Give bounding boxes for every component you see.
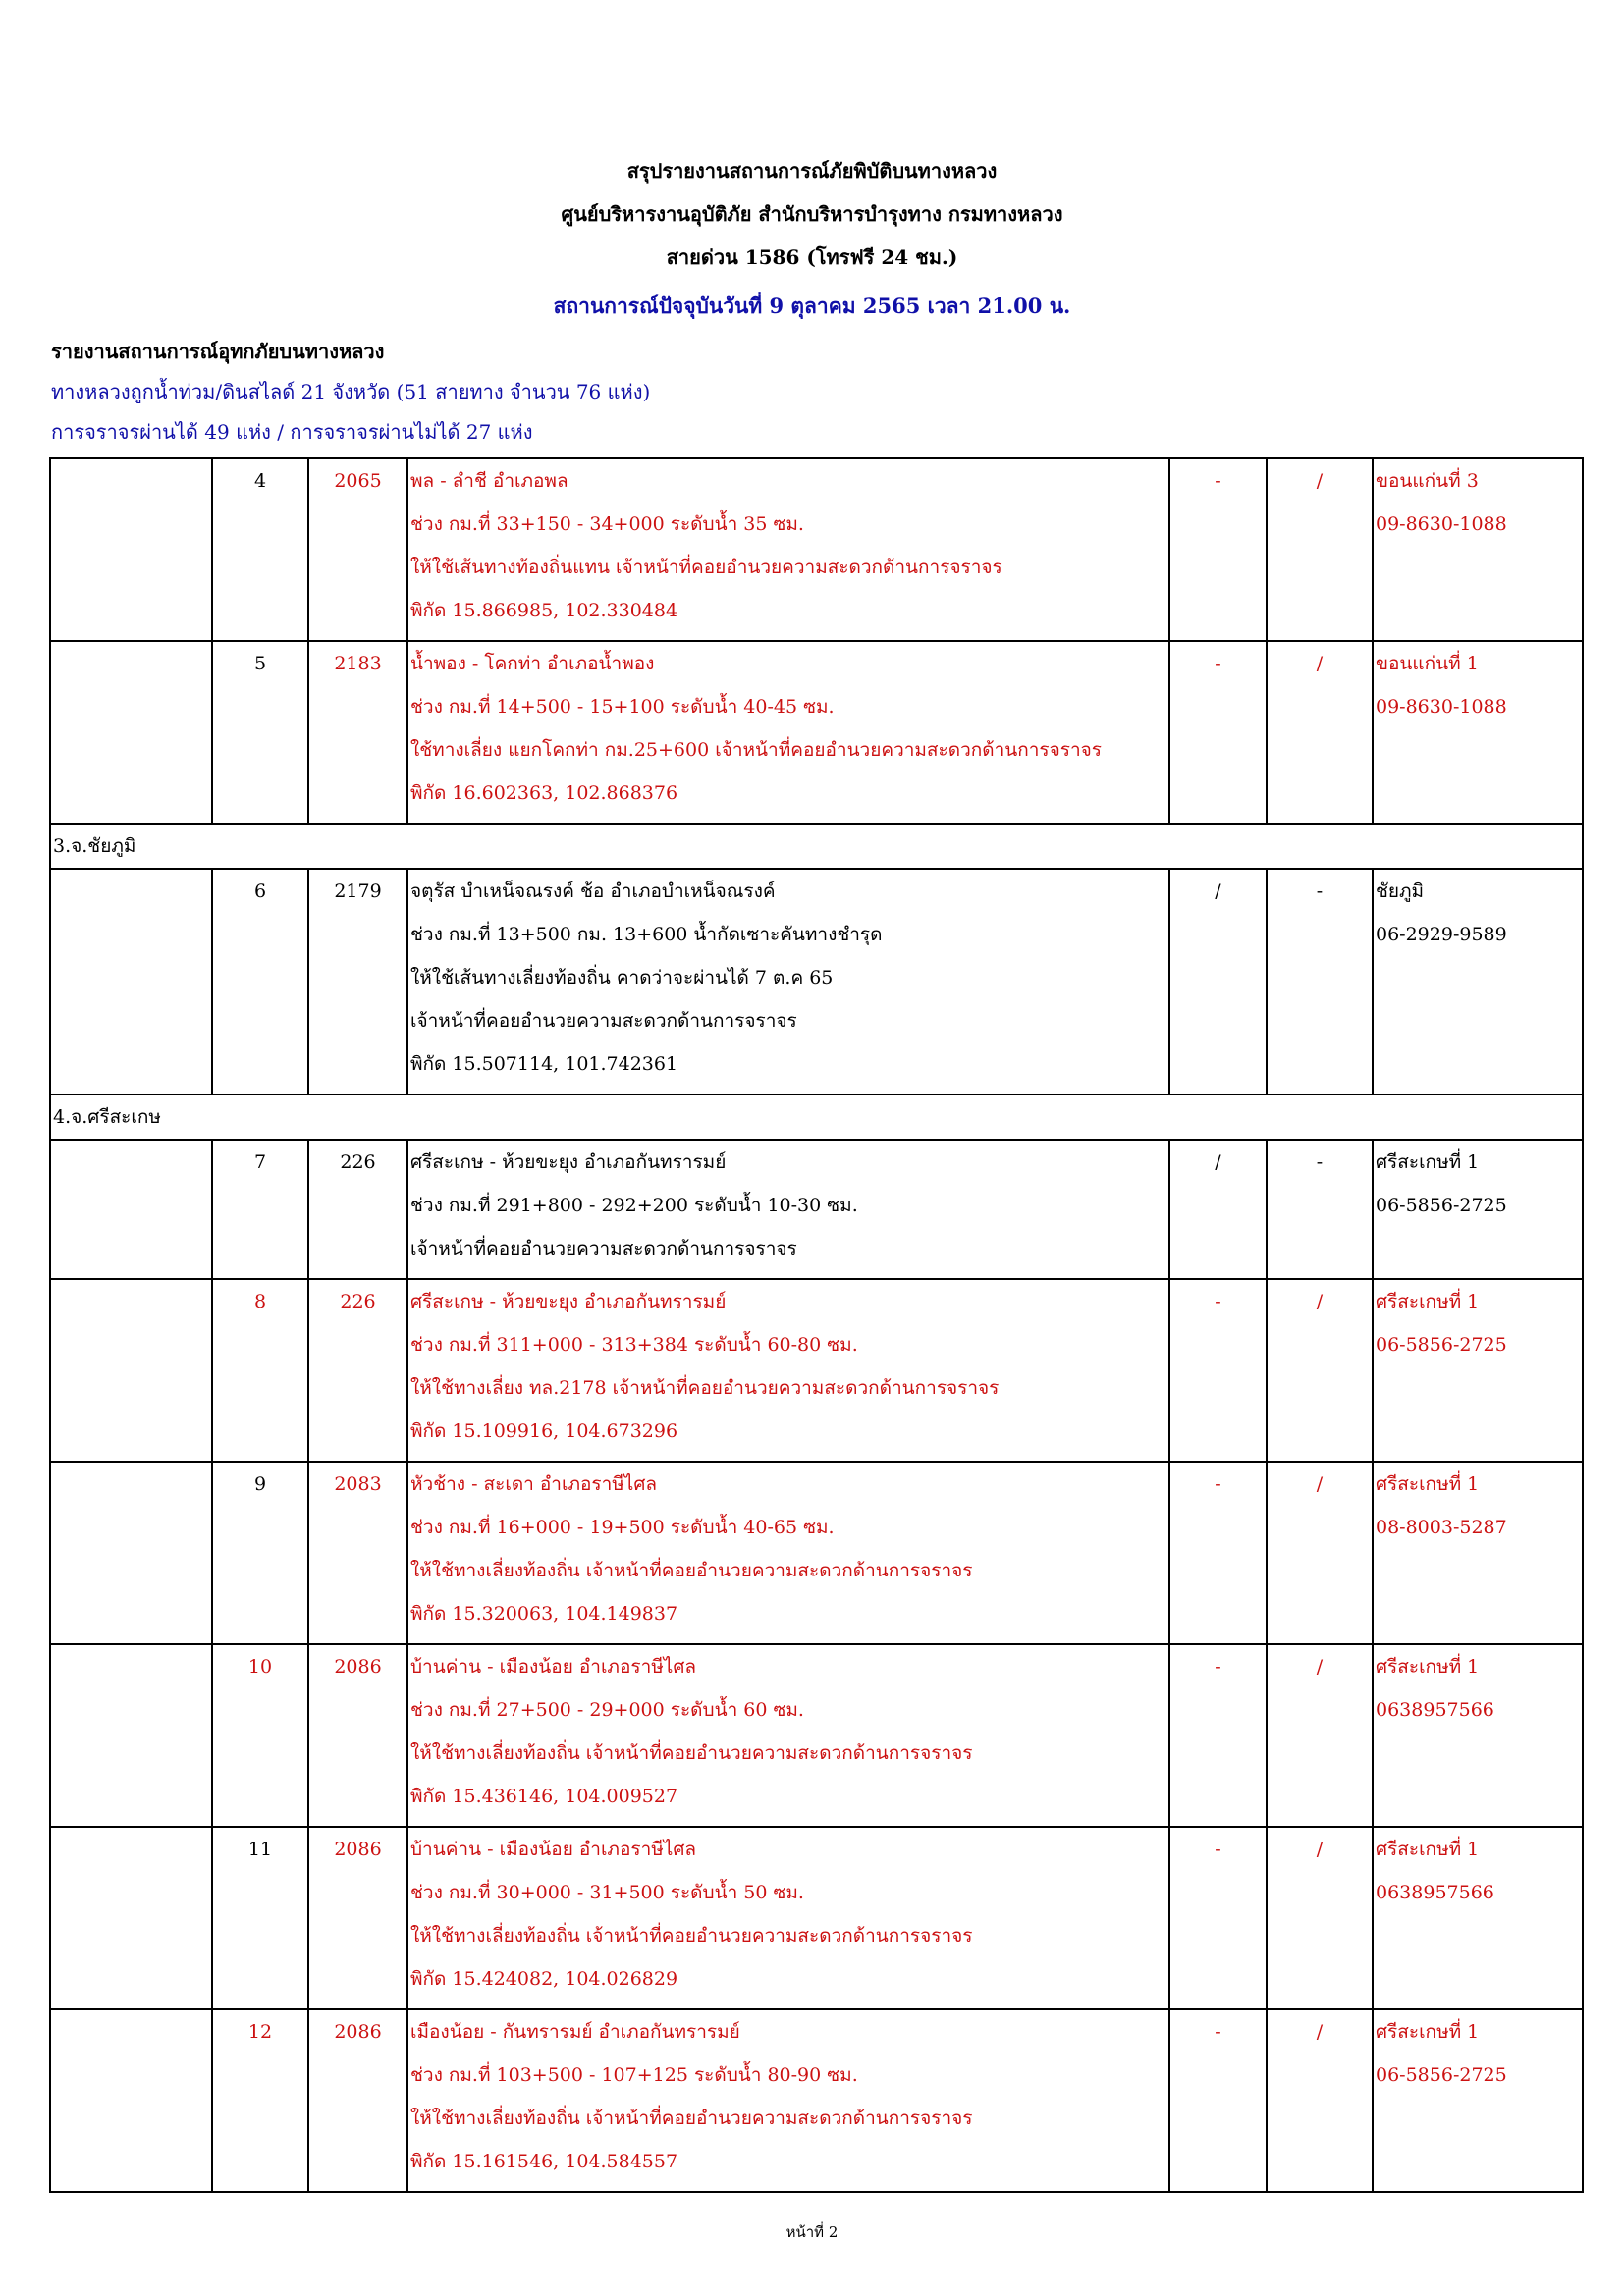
contact-cell	[1373, 1462, 1583, 1644]
location-description	[407, 1279, 1169, 1462]
office-phone: 09-8630-1088	[1376, 696, 1507, 718]
description-line: น้ำพอง - โคกท่า อำเภอน้ำพอง	[410, 653, 655, 674]
office-phone: 0638957566	[1376, 1882, 1494, 1903]
passable-mark: /	[1169, 869, 1267, 1095]
blank-cell	[50, 1827, 212, 2009]
report-agency: ศูนย์บริหารงานอุบัติภัย สำนักบริหารบำรุงทาง กรมทางหลวง	[561, 202, 1063, 226]
description-line: พิกัด 16.602363, 102.868376	[410, 782, 678, 804]
location-description	[407, 869, 1169, 1095]
table-row	[50, 869, 1583, 1095]
table-row	[50, 1644, 1583, 1827]
description-line: ให้ใช้เส้นทางเลี่ยงท้องถิ่น คาดว่าจะผ่านได้ 7 ต.ค 65	[410, 967, 834, 988]
contact-cell	[1373, 1140, 1583, 1279]
office-name: ศรีสะเกษที่ 1	[1376, 2021, 1480, 2043]
province-heading: 4.จ.ศรีสะเกษ	[50, 1095, 1583, 1140]
location-description	[407, 1827, 1169, 2009]
description-line: ช่วง กม.ที่ 33+150 - 34+000 ระดับน้ำ 35 ซม.	[410, 513, 804, 535]
table-row	[50, 1462, 1583, 1644]
flood-report-table	[49, 457, 1584, 2193]
description-line: พิกัด 15.161546, 104.584557	[410, 2151, 678, 2172]
contact-cell	[1373, 1279, 1583, 1462]
office-name: ชัยภูมิ	[1376, 881, 1425, 902]
contact-cell	[1373, 869, 1583, 1095]
impassable-mark: -	[1267, 869, 1373, 1095]
description-line: ช่วง กม.ที่ 27+500 - 29+000 ระดับน้ำ 60 ซม.	[410, 1699, 804, 1721]
office-phone: 06-5856-2725	[1376, 1334, 1507, 1356]
summary-affected: ทางหลวงถูกน้ำท่วม/ดินสไลด์ 21 จังหวัด (51 สายทาง จำนวน 76 แห่ง)	[51, 380, 651, 403]
passable-mark: -	[1169, 1462, 1267, 1644]
route-number: 2183	[308, 641, 407, 824]
office-phone: 09-8630-1088	[1376, 513, 1507, 535]
office-name: ศรีสะเกษที่ 1	[1376, 1151, 1480, 1173]
table-row	[50, 1279, 1583, 1462]
passable-mark: -	[1169, 1644, 1267, 1827]
impassable-mark: -	[1267, 1140, 1373, 1279]
description-line: เจ้าหน้าที่คอยอำนวยความสะดวกด้านการจราจร	[410, 1010, 797, 1032]
impassable-mark: /	[1267, 2009, 1373, 2192]
description-line: พิกัด 15.109916, 104.673296	[410, 1420, 678, 1442]
contact-cell	[1373, 458, 1583, 641]
description-line: เจ้าหน้าที่คอยอำนวยความสะดวกด้านการจราจร	[410, 1238, 797, 1259]
table-row	[50, 458, 1583, 641]
passable-mark: -	[1169, 458, 1267, 641]
description-line: เมืองน้อย - กันทรารมย์ อำเภอกันทรารมย์	[410, 2021, 740, 2043]
contact-cell	[1373, 2009, 1583, 2192]
description-line: ให้ใช้ทางเลี่ยงท้องถิ่น เจ้าหน้าที่คอยอำนวยความสะดวกด้านการจราจร	[410, 1560, 973, 1581]
passable-mark: /	[1169, 1140, 1267, 1279]
impassable-mark: /	[1267, 1279, 1373, 1462]
office-phone: 06-5856-2725	[1376, 2064, 1507, 2086]
route-number: 2065	[308, 458, 407, 641]
location-description	[407, 641, 1169, 824]
description-line: ช่วง กม.ที่ 13+500 กม. 13+600 น้ำกัดเซาะคันทางชำรุด	[410, 924, 883, 945]
route-number: 2179	[308, 869, 407, 1095]
description-line: พิกัด 15.866985, 102.330484	[410, 600, 678, 621]
office-name: ขอนแก่นที่ 3	[1376, 470, 1479, 492]
description-line: ช่วง กม.ที่ 103+500 - 107+125 ระดับน้ำ 80-90 ซม.	[410, 2064, 858, 2086]
page-number: หน้าที่ 2	[785, 2223, 839, 2241]
route-number: 2083	[308, 1462, 407, 1644]
summary-title: รายงานสถานการณ์อุทกภัยบนทางหลวง	[51, 340, 385, 363]
office-phone: 08-8003-5287	[1376, 1517, 1507, 1538]
description-line: พิกัด 15.424082, 104.026829	[410, 1968, 678, 1990]
office-name: ศรีสะเกษที่ 1	[1376, 1839, 1480, 1860]
passable-mark: -	[1169, 1827, 1267, 2009]
office-name: ศรีสะเกษที่ 1	[1376, 1473, 1480, 1495]
blank-cell	[50, 1644, 212, 1827]
table-row	[50, 1140, 1583, 1279]
row-number: 4	[212, 458, 308, 641]
impassable-mark: /	[1267, 1827, 1373, 2009]
description-line: ให้ใช้ทางเลี่ยง ทล.2178 เจ้าหน้าที่คอยอำนวยความสะดวกด้านการจราจร	[410, 1377, 1000, 1399]
row-number: 5	[212, 641, 308, 824]
passable-mark: -	[1169, 641, 1267, 824]
description-line: ช่วง กม.ที่ 14+500 - 15+100 ระดับน้ำ 40-45 ซม.	[410, 696, 835, 718]
province-row	[50, 1095, 1583, 1140]
passable-mark: -	[1169, 2009, 1267, 2192]
table-row	[50, 1827, 1583, 2009]
report-datetime: สถานการณ์ปัจจุบันวันที่ 9 ตุลาคม 2565 เวลา 21.00 น.	[553, 294, 1071, 318]
office-phone: 06-2929-9589	[1376, 924, 1507, 945]
row-number: 10	[212, 1644, 308, 1827]
office-phone: 0638957566	[1376, 1699, 1494, 1721]
description-line: ศรีสะเกษ - ห้วยขะยุง อำเภอกันทรารมย์	[410, 1291, 727, 1312]
description-line: พิกัด 15.320063, 104.149837	[410, 1603, 678, 1625]
description-line: บ้านค่าน - เมืองน้อย อำเภอราษีไศล	[410, 1656, 697, 1678]
impassable-mark: /	[1267, 1644, 1373, 1827]
route-number: 226	[308, 1279, 407, 1462]
location-description	[407, 1462, 1169, 1644]
office-name: ศรีสะเกษที่ 1	[1376, 1656, 1480, 1678]
description-line: ช่วง กม.ที่ 291+800 - 292+200 ระดับน้ำ 10-30 ซม.	[410, 1195, 858, 1216]
route-number: 2086	[308, 1827, 407, 2009]
route-number: 226	[308, 1140, 407, 1279]
blank-cell	[50, 458, 212, 641]
description-line: ให้ใช้ทางเลี่ยงท้องถิ่น เจ้าหน้าที่คอยอำนวยความสะดวกด้านการจราจร	[410, 1925, 973, 1947]
office-phone: 06-5856-2725	[1376, 1195, 1507, 1216]
blank-cell	[50, 2009, 212, 2192]
description-line: บ้านค่าน - เมืองน้อย อำเภอราษีไศล	[410, 1839, 697, 1860]
description-line: ช่วง กม.ที่ 311+000 - 313+384 ระดับน้ำ 60-80 ซม.	[410, 1334, 858, 1356]
report-title: สรุปรายงานสถานการณ์ภัยพิบัติบนทางหลวง	[626, 159, 998, 183]
blank-cell	[50, 1462, 212, 1644]
location-description	[407, 458, 1169, 641]
blank-cell	[50, 641, 212, 824]
province-heading: 3.จ.ชัยภูมิ	[50, 824, 1583, 869]
impassable-mark: /	[1267, 458, 1373, 641]
route-number: 2086	[308, 1644, 407, 1827]
office-name: ขอนแก่นที่ 1	[1376, 653, 1479, 674]
province-row	[50, 824, 1583, 869]
contact-cell	[1373, 1644, 1583, 1827]
report-hotline: สายด่วน 1586 (โทรฟรี 24 ชม.)	[666, 245, 958, 269]
passable-mark: -	[1169, 1279, 1267, 1462]
description-line: หัวช้าง - สะเดา อำเภอราษีไศล	[410, 1473, 658, 1495]
blank-cell	[50, 1140, 212, 1279]
location-description	[407, 1644, 1169, 1827]
description-line: ศรีสะเกษ - ห้วยขะยุง อำเภอกันทรารมย์	[410, 1151, 727, 1173]
row-number: 7	[212, 1140, 308, 1279]
blank-cell	[50, 1279, 212, 1462]
description-line: จตุรัส บำเหน็จณรงค์ ช้อ อำเภอบำเหน็จณรงค์	[410, 881, 776, 902]
description-line: ช่วง กม.ที่ 16+000 - 19+500 ระดับน้ำ 40-65 ซม.	[410, 1517, 835, 1538]
office-name: ศรีสะเกษที่ 1	[1376, 1291, 1480, 1312]
row-number: 6	[212, 869, 308, 1095]
description-line: ให้ใช้ทางเลี่ยงท้องถิ่น เจ้าหน้าที่คอยอำนวยความสะดวกด้านการจราจร	[410, 1742, 973, 1764]
blank-cell	[50, 869, 212, 1095]
contact-cell	[1373, 1827, 1583, 2009]
row-number: 8	[212, 1279, 308, 1462]
route-number: 2086	[308, 2009, 407, 2192]
summary-traffic: การจราจรผ่านได้ 49 แห่ง / การจราจรผ่านไม่ได้ 27 แห่ง	[51, 420, 533, 444]
row-number: 12	[212, 2009, 308, 2192]
impassable-mark: /	[1267, 1462, 1373, 1644]
contact-cell	[1373, 641, 1583, 824]
description-line: ให้ใช้เส้นทางท้องถิ่นแทน เจ้าหน้าที่คอยอำนวยความสะดวกด้านการจราจร	[410, 557, 1002, 578]
table-row	[50, 641, 1583, 824]
row-number: 9	[212, 1462, 308, 1644]
table-row	[50, 2009, 1583, 2192]
description-line: ให้ใช้ทางเลี่ยงท้องถิ่น เจ้าหน้าที่คอยอำนวยความสะดวกด้านการจราจร	[410, 2108, 973, 2129]
impassable-mark: /	[1267, 641, 1373, 824]
description-line: ใช้ทางเลี่ยง แยกโคกท่า กม.25+600 เจ้าหน้าที่คอยอำนวยความสะดวกด้านการจราจร	[410, 739, 1102, 761]
description-line: ช่วง กม.ที่ 30+000 - 31+500 ระดับน้ำ 50 ซม.	[410, 1882, 804, 1903]
row-number: 11	[212, 1827, 308, 2009]
location-description	[407, 2009, 1169, 2192]
description-line: พล - ลำชี อำเภอพล	[410, 470, 568, 492]
location-description	[407, 1140, 1169, 1279]
description-line: พิกัด 15.436146, 104.009527	[410, 1786, 678, 1807]
description-line: พิกัด 15.507114, 101.742361	[410, 1053, 678, 1075]
